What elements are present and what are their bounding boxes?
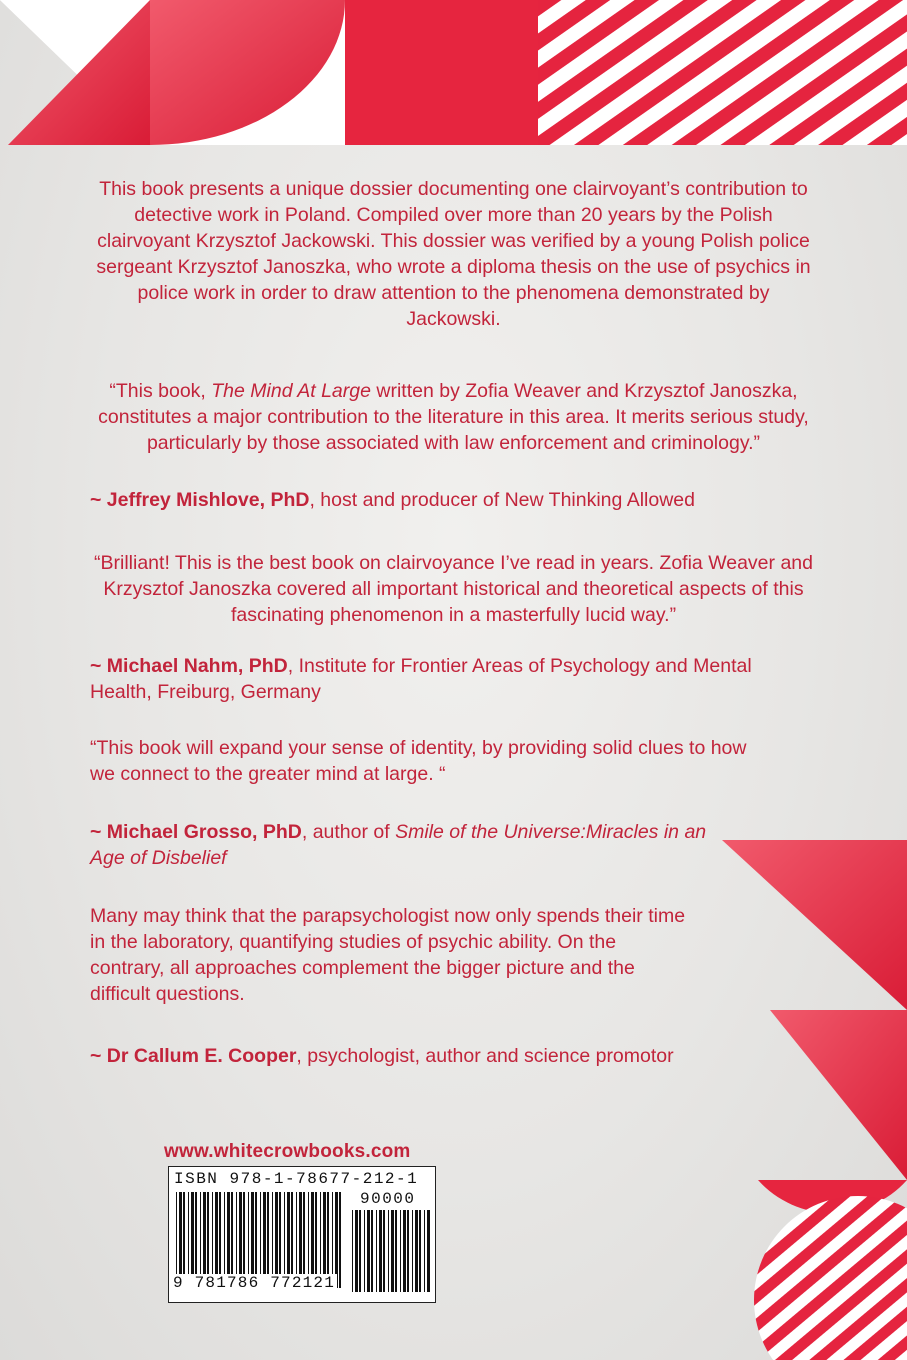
endorsement-3-quote: “This book will expand your sense of identity, by providing solid clues to how we connect to the greater mind at large. “ [90,737,747,785]
barcode-bar [376,1210,377,1292]
barcode-bar [391,1210,394,1292]
book-title: The Mind At Large [211,380,371,402]
barcode-bar [367,1210,370,1292]
endorsement-4-quote: Many may think that the parapsychologist now only spends their time in the laboratory, quantifying studies of psychic ability. On the contrary, all approaches complement the bigger picture and the difficult questions. [90,905,686,1005]
barcode-bar [339,1192,341,1288]
blurb: This book presents a unique dossier documenting one clairvoyant’s contribution to detective work in Poland. Compiled over more than 20 years by the Polish clairvoyant Krzysztof Jackowski. This dossier was verified by a young Polish police sergeant Krzysztof Janoszka, who wrote a diploma thesis on the use of psychics in police work in order to draw attention to the phenomena demonstrated by Jackowski. [96,178,811,330]
publisher-url[interactable]: www.whitecrowbooks.com [164,1141,411,1162]
barcode-bar [352,1210,353,1292]
endorsement-3-attribution: ~ Michael Grosso, PhD, author of Smile of the Universe:Miracles in an Age of Disbelief [90,821,707,869]
barcode-bar [415,1210,418,1292]
barcode-bar [388,1210,389,1292]
barcode-bar [424,1210,425,1292]
barcode-bar [355,1210,358,1292]
barcode-bar [412,1210,413,1292]
book-title: Smile of the Universe:Miracles in an Age of Disbelief [90,821,707,869]
barcode-bar [427,1210,430,1292]
barcode-bar [395,1210,397,1292]
barcode-bar [379,1210,382,1292]
addon-barcode-bars [352,1210,430,1292]
endorsement-2-quote: “Brilliant! This is the best book on clairvoyance I’ve read in years. Zofia Weaver and Krzysztof Janoszka covered all important historical and theoretical aspects of this fascinating phenomenon in a masterfully lucid way.” [94,552,813,626]
barcode-bar [371,1210,373,1292]
barcode-bar [359,1210,361,1292]
barcode-bar [383,1210,385,1292]
barcode-bar [400,1210,401,1292]
endorsement-4-attribution: ~ Dr Callum E. Cooper, psychologist, author and science promotor [90,1045,674,1067]
isbn-label: ISBN 978-1-78677-212-1 [174,1170,419,1188]
addon-label: 90000 [360,1190,416,1208]
endorsement-1-attribution: ~ Jeffrey Mishlove, PhD, host and producer of New Thinking Allowed [90,489,695,511]
barcode-bar [403,1210,406,1292]
barcode-bar [364,1210,365,1292]
endorsement-2-attribution: ~ Michael Nahm, PhD, Institute for Frontier Areas of Psychology and Mental Health, Freiburg, Germany [90,655,752,703]
endorsement-1-quote: “This book, The Mind At Large written by Zofia Weaver and Krzysztof Janoszka, constitutes a major contribution to the literature in this area. It merits serious study, particularly by those associated with law enforcement and criminology.” [98,380,809,454]
barcode-bar [407,1210,409,1292]
barcode-bar [419,1210,421,1292]
ean-label: 9 781786 772121 [173,1274,336,1292]
